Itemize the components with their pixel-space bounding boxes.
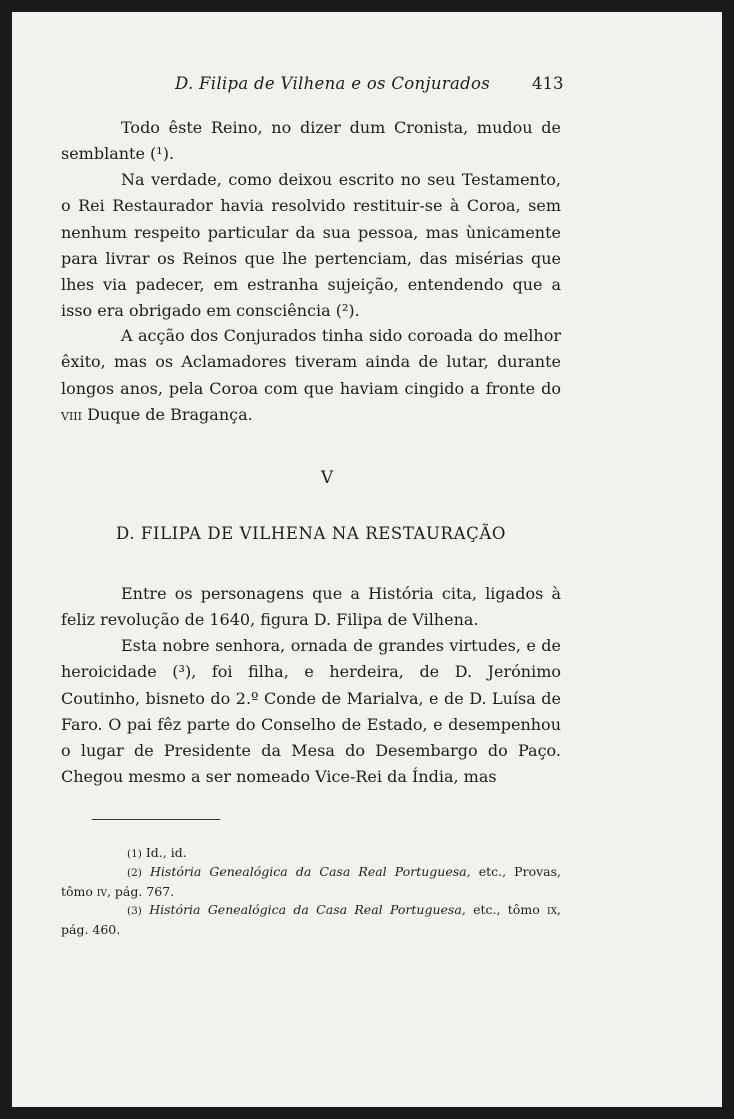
paragraph-1: Todo êste Reino, no dizer dum Cronista, mudou de semblante (¹). <box>61 118 561 164</box>
footnote-mark: (1) <box>127 848 142 860</box>
running-title: D. Filipa de Vilhena e os Conjurados <box>175 74 490 93</box>
paragraph-5: Esta nobre senhora, ornada de grandes virtudes, e de heroicidade (³), foi filha, e herdeira, de D. Jerónimo Coutinho, bisneto do 2.º Conde de Marialva, e de D. Luísa de Faro. O pai fêz parte do Conselho de Estado, e desempenhou o lugar de Presidente da Mesa do Desembargo do Paço. Chegou mesmo a ser nomeado Vice-Rei da Índia, mas <box>61 636 561 787</box>
roman-numeral: viii <box>61 404 82 424</box>
footnote-1 <box>61 844 561 864</box>
footnote-italic: História Genealógica da Casa Real Portuguesa, <box>149 902 466 917</box>
footnote-tail: , pág. 460. <box>61 902 561 937</box>
paragraph-2: Na verdade, como deixou escrito no seu Testamento, o Rei Restaurador havia resolvido restituir-se à Coroa, sem nenhum respeito particular da sua pessoa, mas ùnicamente para livrar os Reinos que lhe pertenciam, das misérias que lhes via padecer, em estranha sujeição, entendendo que a isso era obrigado em consciência (²). <box>61 170 561 321</box>
footnote-italic: História Genealógica da Casa Real Portuguesa, <box>150 864 471 879</box>
running-head <box>12 74 722 104</box>
footnote-roman: ix <box>547 902 558 917</box>
footnote-mark: (2) <box>127 867 142 879</box>
section-number: V <box>320 468 334 488</box>
footnote-text: etc., Provas, tômo <box>61 864 561 899</box>
section-title: D. FILIPA DE VILHENA NA RESTAURAÇÃO <box>116 524 506 543</box>
paragraph-3 <box>61 323 561 428</box>
paragraph-3-text: A acção dos Conjurados tinha sido coroada do melhor êxito, mas os Aclamadores tiveram ainda de lutar, durante longos anos, pela Coroa com que haviam cingido a fronte do <box>61 326 561 398</box>
footnote-text: etc., tômo <box>465 902 548 917</box>
footnote-3 <box>61 901 561 939</box>
footnote-text: Id., id. <box>145 845 187 860</box>
book-page <box>12 12 722 1107</box>
footnote-mark: (3) <box>127 905 142 917</box>
footnote-roman: iv <box>96 883 107 899</box>
footnote-rule <box>92 819 220 820</box>
footnote-tail: , pág. 767. <box>106 883 175 899</box>
page-number: 413 <box>532 74 564 93</box>
footnote-2 <box>61 863 561 901</box>
paragraph-4: Entre os personagens que a História cita, ligados à feliz revolução de 1640, figura D. Filipa de Vilhena. <box>61 584 561 630</box>
paragraph-3-tail: Duque de Bragança. <box>81 404 253 424</box>
